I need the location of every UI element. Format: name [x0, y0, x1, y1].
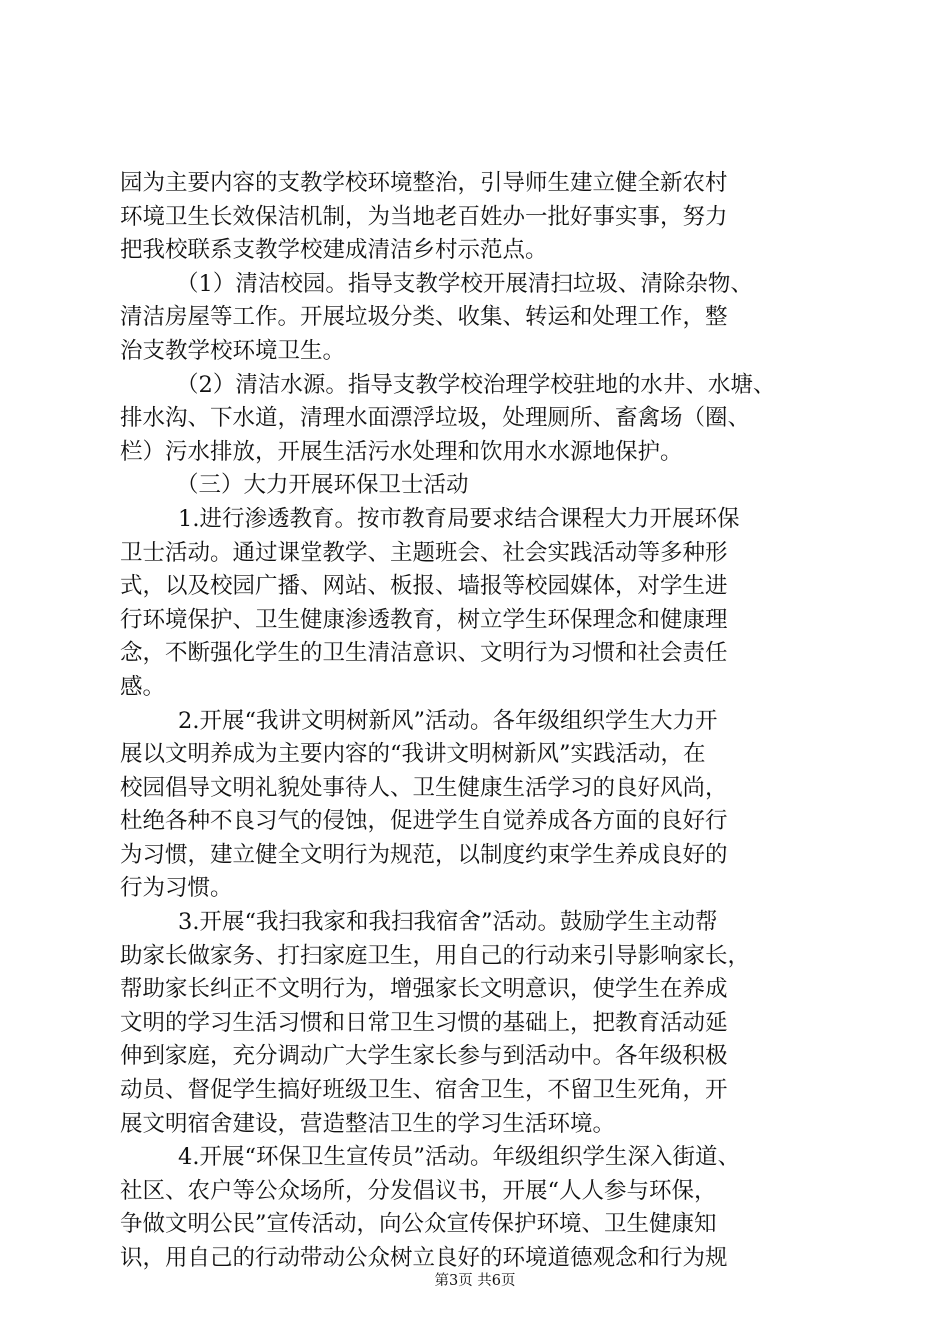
paragraph-line: 1.进行渗透教育。按市教育局要求结合课程大力开展环保 [178, 505, 740, 532]
paragraph-line: 2.开展“我讲文明树新风”活动。各年级组织学生大力开 [178, 707, 718, 734]
paragraph-line: 念，不断强化学生的卫生清洁意识、文明行为习惯和社会责任 [120, 640, 728, 667]
paragraph-line: 杜绝各种不良习气的侵蚀，促进学生自觉养成各方面的良好行 [120, 808, 728, 835]
paragraph-line: 为习惯，建立健全文明行为规范，以制度约束学生养成良好的 [120, 841, 728, 868]
paragraph-line: 助家长做家务、打扫家庭卫生，用自己的行动来引导影响家长， [120, 942, 751, 969]
section-heading: （三）大力开展环保卫士活动 [176, 472, 469, 499]
paragraph-line: 治支教学校环境卫生。 [120, 337, 346, 364]
paragraph-line: 清洁房屋等工作。开展垃圾分类、收集、转运和处理工作，整 [120, 304, 728, 331]
paragraph-line: 卫士活动。通过课堂教学、主题班会、社会实践活动等多种形 [120, 539, 728, 566]
paragraph-line: 社区、农户等公众场所，分发倡议书，开展“人人参与环保， [120, 1177, 717, 1204]
paragraph-line: 帮助家长纠正不文明行为，增强家长文明意识，使学生在养成 [120, 976, 728, 1003]
paragraph-line: 行环境保护、卫生健康渗透教育，树立学生环保理念和健康理 [120, 606, 728, 633]
paragraph-line: 识，用自己的行动带动公众树立良好的环境道德观念和行为规 [120, 1245, 728, 1271]
paragraph-line: 把我校联系支教学校建成清洁乡村示范点。 [120, 237, 548, 264]
paragraph-line: 园为主要内容的支教学校环境整治，引导师生建立健全新农村 [120, 170, 728, 196]
paragraph-line: 行为习惯。 [120, 875, 233, 902]
paragraph-line: 栏）污水排放，开展生活污水处理和饮用水水源地保护。 [120, 438, 683, 465]
paragraph-line: （2）清洁水源。指导支教学校治理学校驻地的水井、水塘、 [176, 371, 776, 398]
document-body [120, 167, 835, 1276]
paragraph-line: 动员、督促学生搞好班级卫生、宿舍卫生，不留卫生死角，开 [120, 1077, 728, 1104]
paragraph-line: 校园倡导文明礼貌处事待人、卫生健康生活学习的良好风尚， [120, 774, 728, 801]
paragraph-line: （1）清洁校园。指导支教学校开展清扫垃圾、清除杂物、 [176, 270, 753, 297]
paragraph-line: 感。 [120, 673, 166, 700]
paragraph-line: 展文明宿舍建设，营造整洁卫生的学习生活环境。 [120, 1110, 616, 1137]
paragraph-line: 争做文明公民”宣传活动，向公众宣传保护环境、卫生健康知 [120, 1211, 717, 1238]
page-number-footer: 第3页 共6页 [434, 1273, 516, 1289]
paragraph-line: 环境卫生长效保洁机制，为当地老百姓办一批好事实事，努力 [120, 203, 728, 230]
paragraph-line: 3.开展“我扫我家和我扫我宿舍”活动。鼓励学生主动帮 [178, 909, 718, 936]
paragraph-line: 文明的学习生活习惯和日常卫生习惯的基础上，把教育活动延 [120, 1009, 728, 1036]
paragraph-line: 式，以及校园广播、网站、板报、墙报等校园媒体，对学生进 [120, 573, 728, 600]
paragraph-line: 排水沟、下水道，清理水面漂浮垃圾，处理厕所、畜禽场（圈、 [120, 405, 751, 432]
paragraph-line: 伸到家庭，充分调动广大学生家长参与到活动中。各年级积极 [120, 1043, 728, 1070]
paragraph-line: 展以文明养成为主要内容的“我讲文明树新风”实践活动，在 [120, 741, 706, 768]
paragraph-line: 4.开展“环保卫生宣传员”活动。年级组织学生深入街道、 [178, 1144, 740, 1171]
